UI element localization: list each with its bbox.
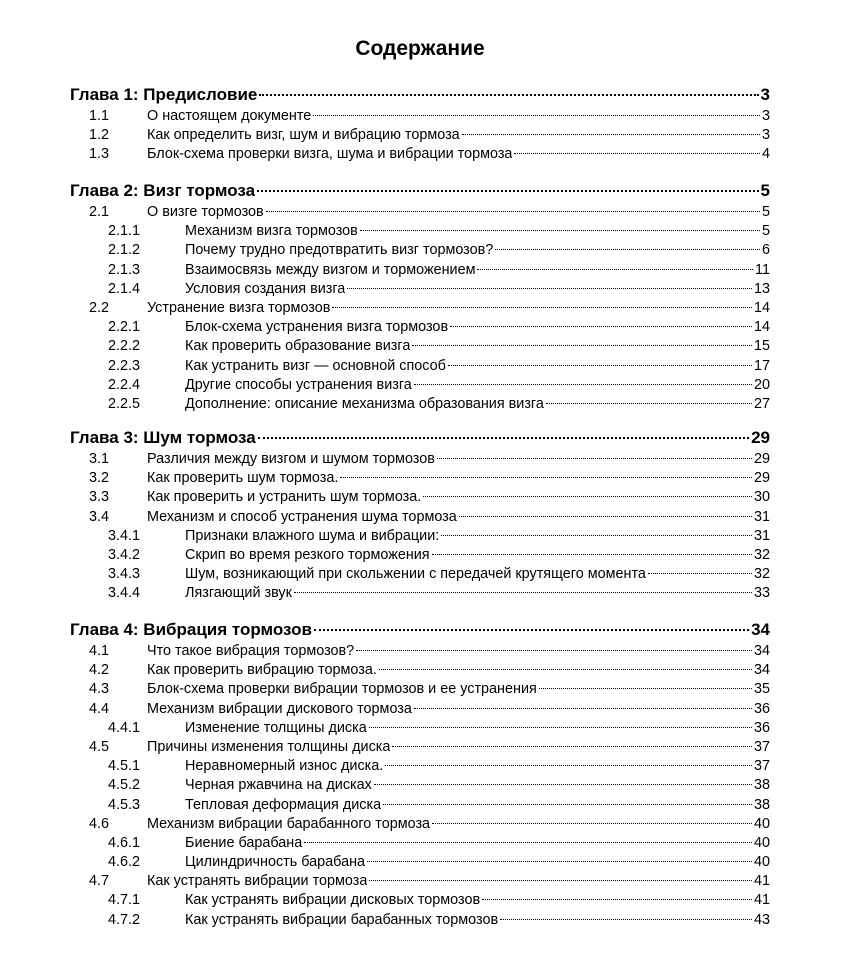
page-number: 33 bbox=[753, 585, 770, 602]
page-number: 27 bbox=[753, 395, 770, 412]
toc-subsection-entry[interactable] bbox=[70, 222, 770, 241]
toc-section-entry[interactable] bbox=[70, 469, 770, 488]
entry-number: 4.3 bbox=[89, 681, 110, 698]
page-number: 29 bbox=[751, 428, 770, 447]
entry-title: Как проверить и устранить шум тормоза. bbox=[147, 489, 422, 506]
entry-number: 2.2.1 bbox=[108, 319, 141, 336]
dot-leader bbox=[340, 477, 752, 478]
dot-leader bbox=[392, 746, 752, 747]
entry-number: 2.2.5 bbox=[108, 395, 141, 412]
toc-subsection-entry[interactable] bbox=[70, 719, 770, 738]
toc-title: Содержание bbox=[355, 37, 485, 60]
entry-title: О настоящем документе bbox=[147, 108, 312, 124]
toc-section-entry[interactable] bbox=[70, 738, 770, 757]
entry-title: Механизм вибрации барабанного тормоза bbox=[147, 815, 431, 832]
toc-subsection-entry[interactable] bbox=[70, 757, 770, 776]
page-number: 34 bbox=[753, 643, 770, 659]
toc-subsection-entry[interactable] bbox=[70, 834, 770, 853]
toc-section-entry[interactable] bbox=[70, 126, 770, 145]
toc-section-entry[interactable] bbox=[70, 642, 770, 661]
toc-section-entry[interactable] bbox=[70, 450, 770, 469]
toc-section-entry[interactable] bbox=[70, 680, 770, 699]
chapter-heading-label: Глава 3: Шум тормоза bbox=[70, 428, 256, 447]
page-number: 40 bbox=[753, 854, 770, 871]
toc-subsection-entry[interactable] bbox=[70, 337, 770, 356]
toc-section-entry[interactable] bbox=[70, 488, 770, 507]
dot-leader bbox=[367, 861, 752, 862]
entry-number: 3.4.1 bbox=[108, 527, 141, 544]
entry-number: 3.4 bbox=[89, 508, 110, 525]
entry-title: Как проверить шум тормоза. bbox=[147, 470, 339, 487]
toc-subsection-entry[interactable] bbox=[70, 776, 770, 795]
entry-title: О визге тормозов bbox=[147, 204, 264, 220]
dot-leader bbox=[257, 190, 758, 192]
entry-title: Шум, возникающий при скольжении с передачей крутящего момента bbox=[185, 566, 646, 583]
page-number: 40 bbox=[753, 815, 770, 832]
entry-number: 4.5.1 bbox=[108, 758, 141, 775]
chapter-heading-label: Глава 1: Предисловие bbox=[70, 85, 258, 104]
toc-subsection-entry[interactable] bbox=[70, 318, 770, 337]
entry-title: Черная ржавчина на дисках bbox=[185, 777, 372, 794]
page-number: 43 bbox=[753, 911, 770, 928]
dot-leader bbox=[500, 919, 752, 920]
toc-subsection-entry[interactable] bbox=[70, 584, 770, 603]
page-number: 5 bbox=[761, 223, 770, 240]
dot-leader bbox=[432, 823, 752, 824]
entry-number: 2.1.3 bbox=[108, 261, 141, 278]
toc-section-entry[interactable] bbox=[70, 145, 770, 164]
dot-leader bbox=[294, 592, 752, 593]
entry-number: 4.7.1 bbox=[108, 892, 141, 909]
page-number: 34 bbox=[753, 662, 770, 679]
dot-leader bbox=[459, 516, 752, 517]
dot-leader bbox=[546, 403, 752, 404]
page-number: 41 bbox=[753, 892, 770, 909]
dot-leader bbox=[383, 804, 752, 805]
dot-leader bbox=[314, 629, 749, 631]
entry-number: 4.6.2 bbox=[108, 854, 141, 871]
entry-title: Дополнение: описание механизма образования визга bbox=[185, 395, 544, 412]
entry-number: 4.6.1 bbox=[108, 834, 141, 851]
page-number: 36 bbox=[753, 700, 770, 717]
entry-title: Неравномерный износ диска. bbox=[185, 758, 384, 775]
entry-title: Тепловая деформация диска bbox=[185, 796, 382, 813]
dot-leader bbox=[462, 134, 760, 135]
dot-leader bbox=[477, 269, 753, 270]
toc-subsection-entry[interactable] bbox=[70, 395, 770, 414]
entry-title: Как проверить вибрацию тормоза. bbox=[147, 662, 377, 679]
entry-title: Как устранить визг — основной способ bbox=[185, 357, 446, 374]
toc-subsection-entry[interactable] bbox=[70, 280, 770, 299]
page-number: 38 bbox=[753, 796, 770, 813]
toc-section-entry[interactable] bbox=[70, 661, 770, 680]
toc-subsection-entry[interactable] bbox=[70, 891, 770, 910]
entry-number: 2.2.2 bbox=[108, 338, 141, 355]
dot-leader bbox=[360, 230, 760, 231]
dot-leader bbox=[385, 765, 752, 766]
entry-title: Другие способы устранения визга bbox=[185, 376, 412, 393]
dot-leader bbox=[414, 708, 752, 709]
chapter-heading[interactable] bbox=[70, 84, 770, 106]
page-number: 3 bbox=[761, 108, 770, 124]
page-number: 35 bbox=[753, 681, 770, 698]
entry-title: Изменение толщины диска bbox=[185, 719, 367, 736]
chapter-heading-label: Глава 2: Визг тормоза bbox=[70, 181, 256, 200]
toc-section-entry[interactable] bbox=[70, 203, 770, 222]
dot-leader bbox=[441, 535, 752, 536]
dot-leader bbox=[539, 688, 752, 689]
dot-leader bbox=[648, 573, 752, 574]
toc-subsection-entry[interactable] bbox=[70, 261, 770, 280]
entry-number: 3.4.2 bbox=[108, 546, 141, 563]
entry-number: 4.4.1 bbox=[108, 719, 141, 736]
entry-number: 4.7.2 bbox=[108, 911, 141, 928]
entry-title: Блок-схема устранения визга тормозов bbox=[185, 319, 449, 336]
chapter-heading[interactable] bbox=[70, 180, 770, 202]
page-number: 38 bbox=[753, 777, 770, 794]
toc-subsection-entry[interactable] bbox=[70, 796, 770, 815]
entry-number: 2.1 bbox=[89, 204, 110, 220]
toc-section-entry[interactable] bbox=[70, 815, 770, 834]
entry-title: Признаки влажного шума и вибрации: bbox=[185, 527, 440, 544]
entry-title: Блок-схема проверки визга, шума и вибрации тормоза bbox=[147, 146, 513, 163]
page-number: 37 bbox=[753, 738, 770, 755]
dot-leader bbox=[332, 307, 752, 308]
dot-leader bbox=[448, 365, 752, 366]
chapter-heading-label: Глава 4: Вибрация тормозов bbox=[70, 620, 312, 639]
dot-leader bbox=[412, 345, 752, 346]
entry-title: Как устранять вибрации дисковых тормозов bbox=[185, 892, 481, 909]
entry-number: 4.4 bbox=[89, 700, 110, 717]
entry-number: 3.1 bbox=[89, 451, 110, 467]
entry-number: 2.1.4 bbox=[108, 280, 141, 297]
entry-number: 3.3 bbox=[89, 489, 110, 506]
page-number: 29 bbox=[753, 451, 770, 467]
dot-leader bbox=[304, 842, 752, 843]
page-number: 13 bbox=[753, 280, 770, 297]
entry-number: 2.1.2 bbox=[108, 242, 141, 259]
chapter-heading[interactable] bbox=[70, 427, 770, 449]
toc-subsection-entry[interactable] bbox=[70, 853, 770, 872]
entry-title: Лязгающий звук bbox=[185, 585, 292, 602]
dot-leader bbox=[450, 326, 752, 327]
entry-number: 4.1 bbox=[89, 643, 110, 659]
dot-leader bbox=[495, 249, 760, 250]
entry-number: 4.6 bbox=[89, 815, 110, 832]
page-number: 32 bbox=[753, 566, 770, 583]
toc-subsection-entry[interactable] bbox=[70, 911, 770, 930]
page-number: 14 bbox=[753, 299, 770, 316]
dot-leader bbox=[259, 94, 758, 96]
toc-section-entry[interactable] bbox=[70, 700, 770, 719]
toc-section-entry[interactable] bbox=[70, 107, 770, 126]
entry-number: 3.4.4 bbox=[108, 585, 141, 602]
dot-leader bbox=[414, 384, 752, 385]
page-number: 14 bbox=[753, 319, 770, 336]
entry-title: Биение барабана bbox=[185, 834, 303, 851]
chapter-4 bbox=[70, 619, 770, 928]
page-number: 17 bbox=[753, 357, 770, 374]
page-number: 37 bbox=[753, 758, 770, 775]
entry-title: Как устранять вибрации тормоза bbox=[147, 873, 368, 890]
entry-title: Механизм вибрации дискового тормоза bbox=[147, 700, 412, 717]
page-number: 31 bbox=[753, 527, 770, 544]
page-number: 34 bbox=[751, 620, 770, 639]
entry-title: Скрип во время резкого торможения bbox=[185, 546, 430, 563]
page-number: 5 bbox=[760, 181, 770, 200]
page-number: 3 bbox=[760, 85, 770, 104]
toc-subsection-entry[interactable] bbox=[70, 546, 770, 565]
dot-leader bbox=[258, 437, 749, 439]
entry-title: Механизм визга тормозов bbox=[185, 223, 358, 240]
entry-number: 4.7 bbox=[89, 873, 110, 890]
entry-title: Механизм и способ устранения шума тормоза bbox=[147, 508, 457, 525]
entry-number: 2.1.1 bbox=[108, 223, 141, 240]
page-number: 4 bbox=[761, 146, 770, 163]
dot-leader bbox=[266, 211, 760, 212]
toc-subsection-entry[interactable] bbox=[70, 241, 770, 260]
entry-number: 4.5.2 bbox=[108, 777, 141, 794]
page-number: 36 bbox=[753, 719, 770, 736]
chapter-3 bbox=[70, 427, 770, 607]
page-number: 3 bbox=[761, 127, 770, 144]
page-number: 11 bbox=[755, 261, 770, 278]
entry-title: Почему трудно предотвратить визг тормозов? bbox=[185, 242, 494, 259]
page-number: 41 bbox=[753, 873, 770, 890]
entry-title: Причины изменения толщины диска bbox=[147, 738, 391, 755]
entry-number: 4.5.3 bbox=[108, 796, 141, 813]
page-number: 31 bbox=[753, 508, 770, 525]
dot-leader bbox=[437, 458, 752, 459]
page-number: 40 bbox=[753, 834, 770, 851]
entry-title: Взаимосвязь между визгом и торможением bbox=[185, 261, 476, 278]
entry-number: 4.2 bbox=[89, 662, 110, 679]
dot-leader bbox=[347, 288, 752, 289]
chapter-2 bbox=[70, 180, 770, 412]
dot-leader bbox=[356, 650, 752, 651]
page-number: 20 bbox=[753, 376, 770, 393]
dot-leader bbox=[369, 880, 752, 881]
page-number: 15 bbox=[753, 338, 770, 355]
chapter-heading[interactable] bbox=[70, 619, 770, 641]
toc-subsection-entry[interactable] bbox=[70, 527, 770, 546]
entry-number: 1.1 bbox=[89, 108, 110, 124]
dot-leader bbox=[482, 899, 752, 900]
entry-number: 1.3 bbox=[89, 146, 110, 163]
entry-number: 3.4.3 bbox=[108, 566, 141, 583]
toc-section-entry[interactable] bbox=[70, 508, 770, 527]
entry-number: 2.2.4 bbox=[108, 376, 141, 393]
page-number: 5 bbox=[761, 204, 770, 220]
dot-leader bbox=[423, 496, 752, 497]
toc-subsection-entry[interactable] bbox=[70, 565, 770, 584]
page-number: 29 bbox=[753, 470, 770, 487]
dot-leader bbox=[379, 669, 752, 670]
entry-title: Блок-схема проверки вибрации тормозов и ее устранения bbox=[147, 681, 537, 698]
page-number: 32 bbox=[753, 546, 770, 563]
toc-subsection-entry[interactable] bbox=[70, 357, 770, 376]
entry-number: 1.2 bbox=[89, 127, 110, 144]
entry-number: 4.5 bbox=[89, 738, 110, 755]
entry-title: Как проверить образование визга bbox=[185, 338, 411, 355]
toc-section-entry[interactable] bbox=[70, 299, 770, 318]
entry-title: Как определить визг, шум и вибрацию тормоза bbox=[147, 127, 460, 144]
entry-title: Как устранять вибрации барабанных тормозов bbox=[185, 911, 499, 928]
entry-number: 2.2 bbox=[89, 299, 110, 316]
entry-title: Устранение визга тормозов bbox=[147, 299, 331, 316]
toc-section-entry[interactable] bbox=[70, 872, 770, 891]
entry-number: 3.2 bbox=[89, 470, 110, 487]
entry-title: Условия создания визга bbox=[185, 280, 346, 297]
dot-leader bbox=[514, 153, 760, 154]
dot-leader bbox=[313, 115, 760, 116]
toc-subsection-entry[interactable] bbox=[70, 376, 770, 395]
entry-title: Цилиндричность барабана bbox=[185, 854, 366, 871]
entry-title: Что такое вибрация тормозов? bbox=[147, 643, 355, 659]
entry-number: 2.2.3 bbox=[108, 357, 141, 374]
page-number: 6 bbox=[761, 242, 770, 259]
dot-leader bbox=[432, 554, 752, 555]
entry-title: Различия между визгом и шумом тормозов bbox=[147, 451, 435, 467]
dot-leader bbox=[374, 784, 752, 785]
page-number: 30 bbox=[753, 489, 770, 506]
dot-leader bbox=[369, 727, 752, 728]
